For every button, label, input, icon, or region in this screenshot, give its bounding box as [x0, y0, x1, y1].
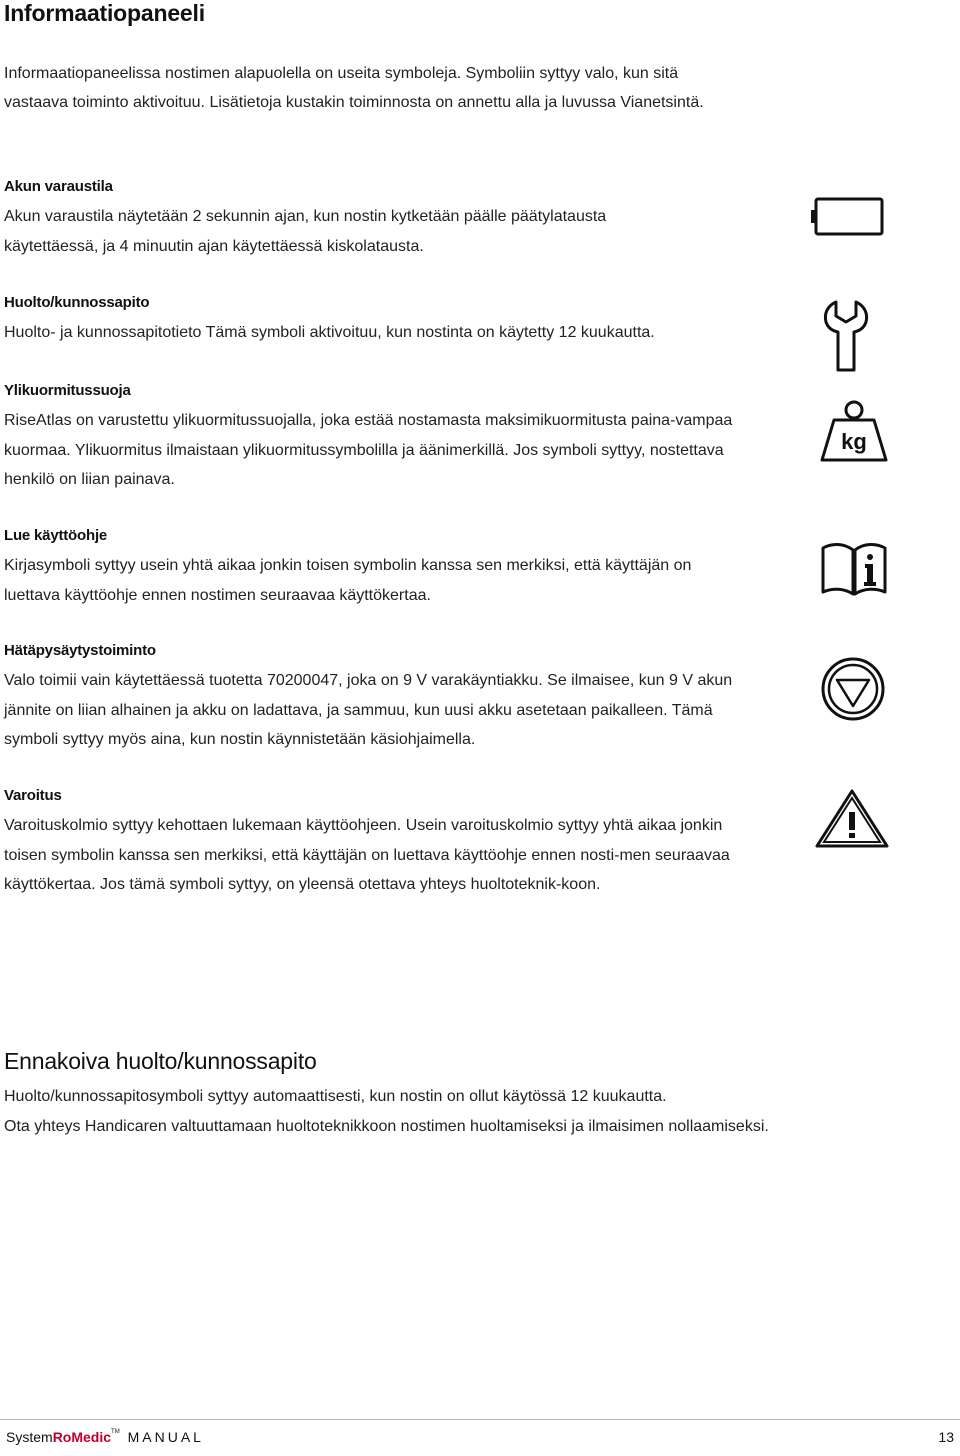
weight-kg-icon: [818, 398, 890, 466]
section-warning: [4, 785, 764, 900]
battery-icon: [810, 196, 886, 238]
section-service: [4, 292, 764, 348]
section-text: Akun varaustila näytetään 2 sekunnin ajan, kun nostin kytketään päälle päätylatausta käytettäessä, ja 4 minuutin ajan käytettäessä kiskolatausta.: [4, 208, 607, 255]
section-text: Varoituskolmio syttyy kehottaen lukemaan käyttöohjeen. Usein varoituskolmio syttyy yhtä aikaa jonkin toisen symbolin kanssa sen merkiksi, että käyttäjän on luettava käyttöohje ennen nosti-men seuraavaa käyttökertaa. Jos tämä symboli syttyy, on yleensä otettava yhteys huoltoteknik-koon.: [4, 817, 730, 893]
page-title: Informaatiopaneeli: [4, 0, 205, 26]
intro-paragraph: Informaatiopaneelissa nostimen alapuolella on useita symboleja. Symboliin syttyy valo, kun sitä vastaava toiminto aktivoituu. Lisätietoja kustakin toiminnosta on annettu alla ja luvussa Vianetsintä.: [4, 65, 704, 111]
section-text: RiseAtlas on varustettu ylikuormitussuojalla, joka estää nostamasta maksimikuormitusta paina-vampaa kuormaa. Ylikuormitus ilmaistaan ylikuormitussymbolilla ja äänimerkillä. Jos symboli syttyy, nostettava henkilö on liian painava.: [4, 412, 733, 488]
section-heading: Huolto/kunnossapito: [4, 294, 150, 311]
section-heading: Akun varaustila: [4, 178, 113, 195]
subsection-title: Ennakoiva huolto/kunnossapito: [4, 1048, 317, 1074]
trademark-mark: TM: [111, 1429, 120, 1435]
warning-triangle-icon: [814, 788, 890, 850]
section-overload: [4, 380, 764, 495]
wrench-icon: [822, 298, 870, 374]
section-text: Huolto- ja kunnossapitotieto Tämä symboli aktivoituu, kun nostinta on käytetty 12 kuukautta.: [4, 324, 655, 341]
subsection-line: Huolto/kunnossapitosymboli syttyy automaattisesti, kun nostin on ollut käytössä 12 kuukautta.: [4, 1088, 667, 1105]
page-number: 13: [938, 1429, 954, 1445]
subsection-line: Ota yhteys Handicaren valtuuttamaan huoltoteknikkoon nostimen huoltamiseksi ja ilmaisimen nollaamiseksi.: [4, 1117, 769, 1135]
section-battery: [4, 176, 764, 261]
weight-kg-label: kg: [841, 429, 867, 454]
section-heading: Ylikuormitussuoja: [4, 382, 131, 399]
emergency-stop-icon: [820, 656, 886, 722]
manual-label: MANUAL: [127, 1429, 204, 1445]
section-text: Valo toimii vain käytettäessä tuotetta 70200047, joka on 9 V varakäyntiakku. Se ilmaisee, kun 9 V akun jännite on liian alhainen ja akku on ladattava, ja sammuu, kun uusi akku asetetaan paikalleen. Tämä symboli syttyy myös aina, kun nostin käynnistetään käsiohjaimella.: [4, 672, 733, 748]
section-heading: Varoitus: [4, 787, 62, 804]
section-text: Kirjasymboli syttyy usein yhtä aikaa jonkin toisen symbolin kanssa sen merkiksi, että käyttäjän on luettava käyttöohje ennen nostimen seuraavaa käyttökertaa.: [4, 557, 692, 604]
brand-name-part2: RoMedic: [52, 1429, 112, 1445]
section-emergency-stop: [4, 640, 764, 755]
subsection-body: [4, 1082, 904, 1141]
section-heading: Hätäpysäytystoiminto: [4, 642, 156, 659]
section-read-manual: [4, 525, 764, 610]
manual-book-icon: [820, 540, 888, 598]
section-heading: Lue käyttöohje: [4, 527, 108, 544]
footer-brand: [6, 1429, 204, 1445]
footer-divider: [0, 1419, 960, 1420]
brand-name-part1: System: [6, 1429, 53, 1445]
